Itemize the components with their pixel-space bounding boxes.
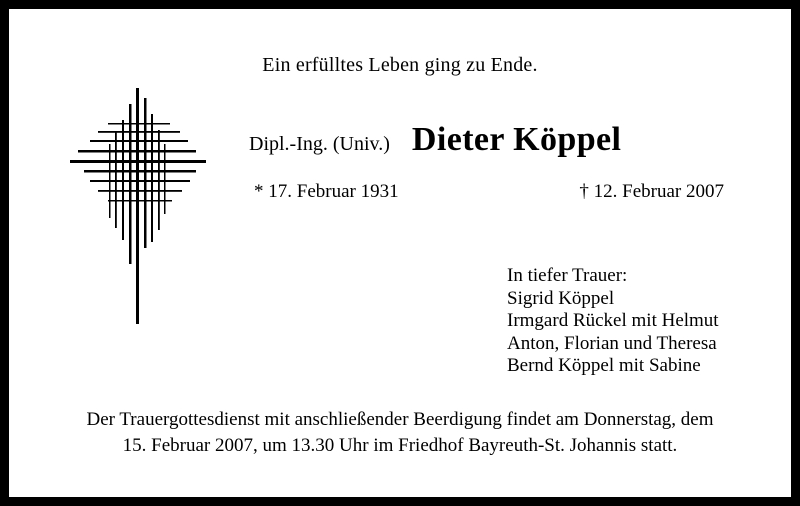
mourner-name: Bernd Köppel mit Sabine (507, 355, 701, 376)
mourning-heading: In tiefer Trauer: (507, 265, 628, 286)
deceased-name: Dieter Köppel (411, 121, 622, 158)
cross-icon (64, 74, 214, 324)
mourner-name: Anton, Florian und Theresa (507, 332, 717, 354)
border-top (0, 0, 800, 9)
border-right (791, 0, 800, 506)
mourners-block (507, 265, 719, 378)
death-date: † 12. Februar 2007 (579, 181, 724, 202)
life-dates (254, 181, 724, 203)
service-details (9, 407, 791, 459)
opening-line: Ein erfülltes Leben ging zu Ende. (262, 54, 538, 76)
notice-content (9, 9, 791, 497)
border-bottom (0, 497, 800, 506)
service-line: Der Trauergottesdienst mit anschließender Beerdigung findet am Donnerstag, dem (86, 409, 714, 430)
mourner-name: Irmgard Rückel mit Helmut (507, 310, 719, 331)
name-row (249, 121, 789, 159)
service-line: 15. Februar 2007, um 13.30 Uhr im Friedhof Bayreuth-St. Johannis statt. (122, 435, 678, 456)
academic-title: Dipl.-Ing. (Univ.) (249, 133, 390, 155)
birth-date: * 17. Februar 1931 (254, 181, 399, 202)
border-left (0, 0, 9, 506)
mourner-name: Sigrid Köppel (507, 287, 615, 309)
